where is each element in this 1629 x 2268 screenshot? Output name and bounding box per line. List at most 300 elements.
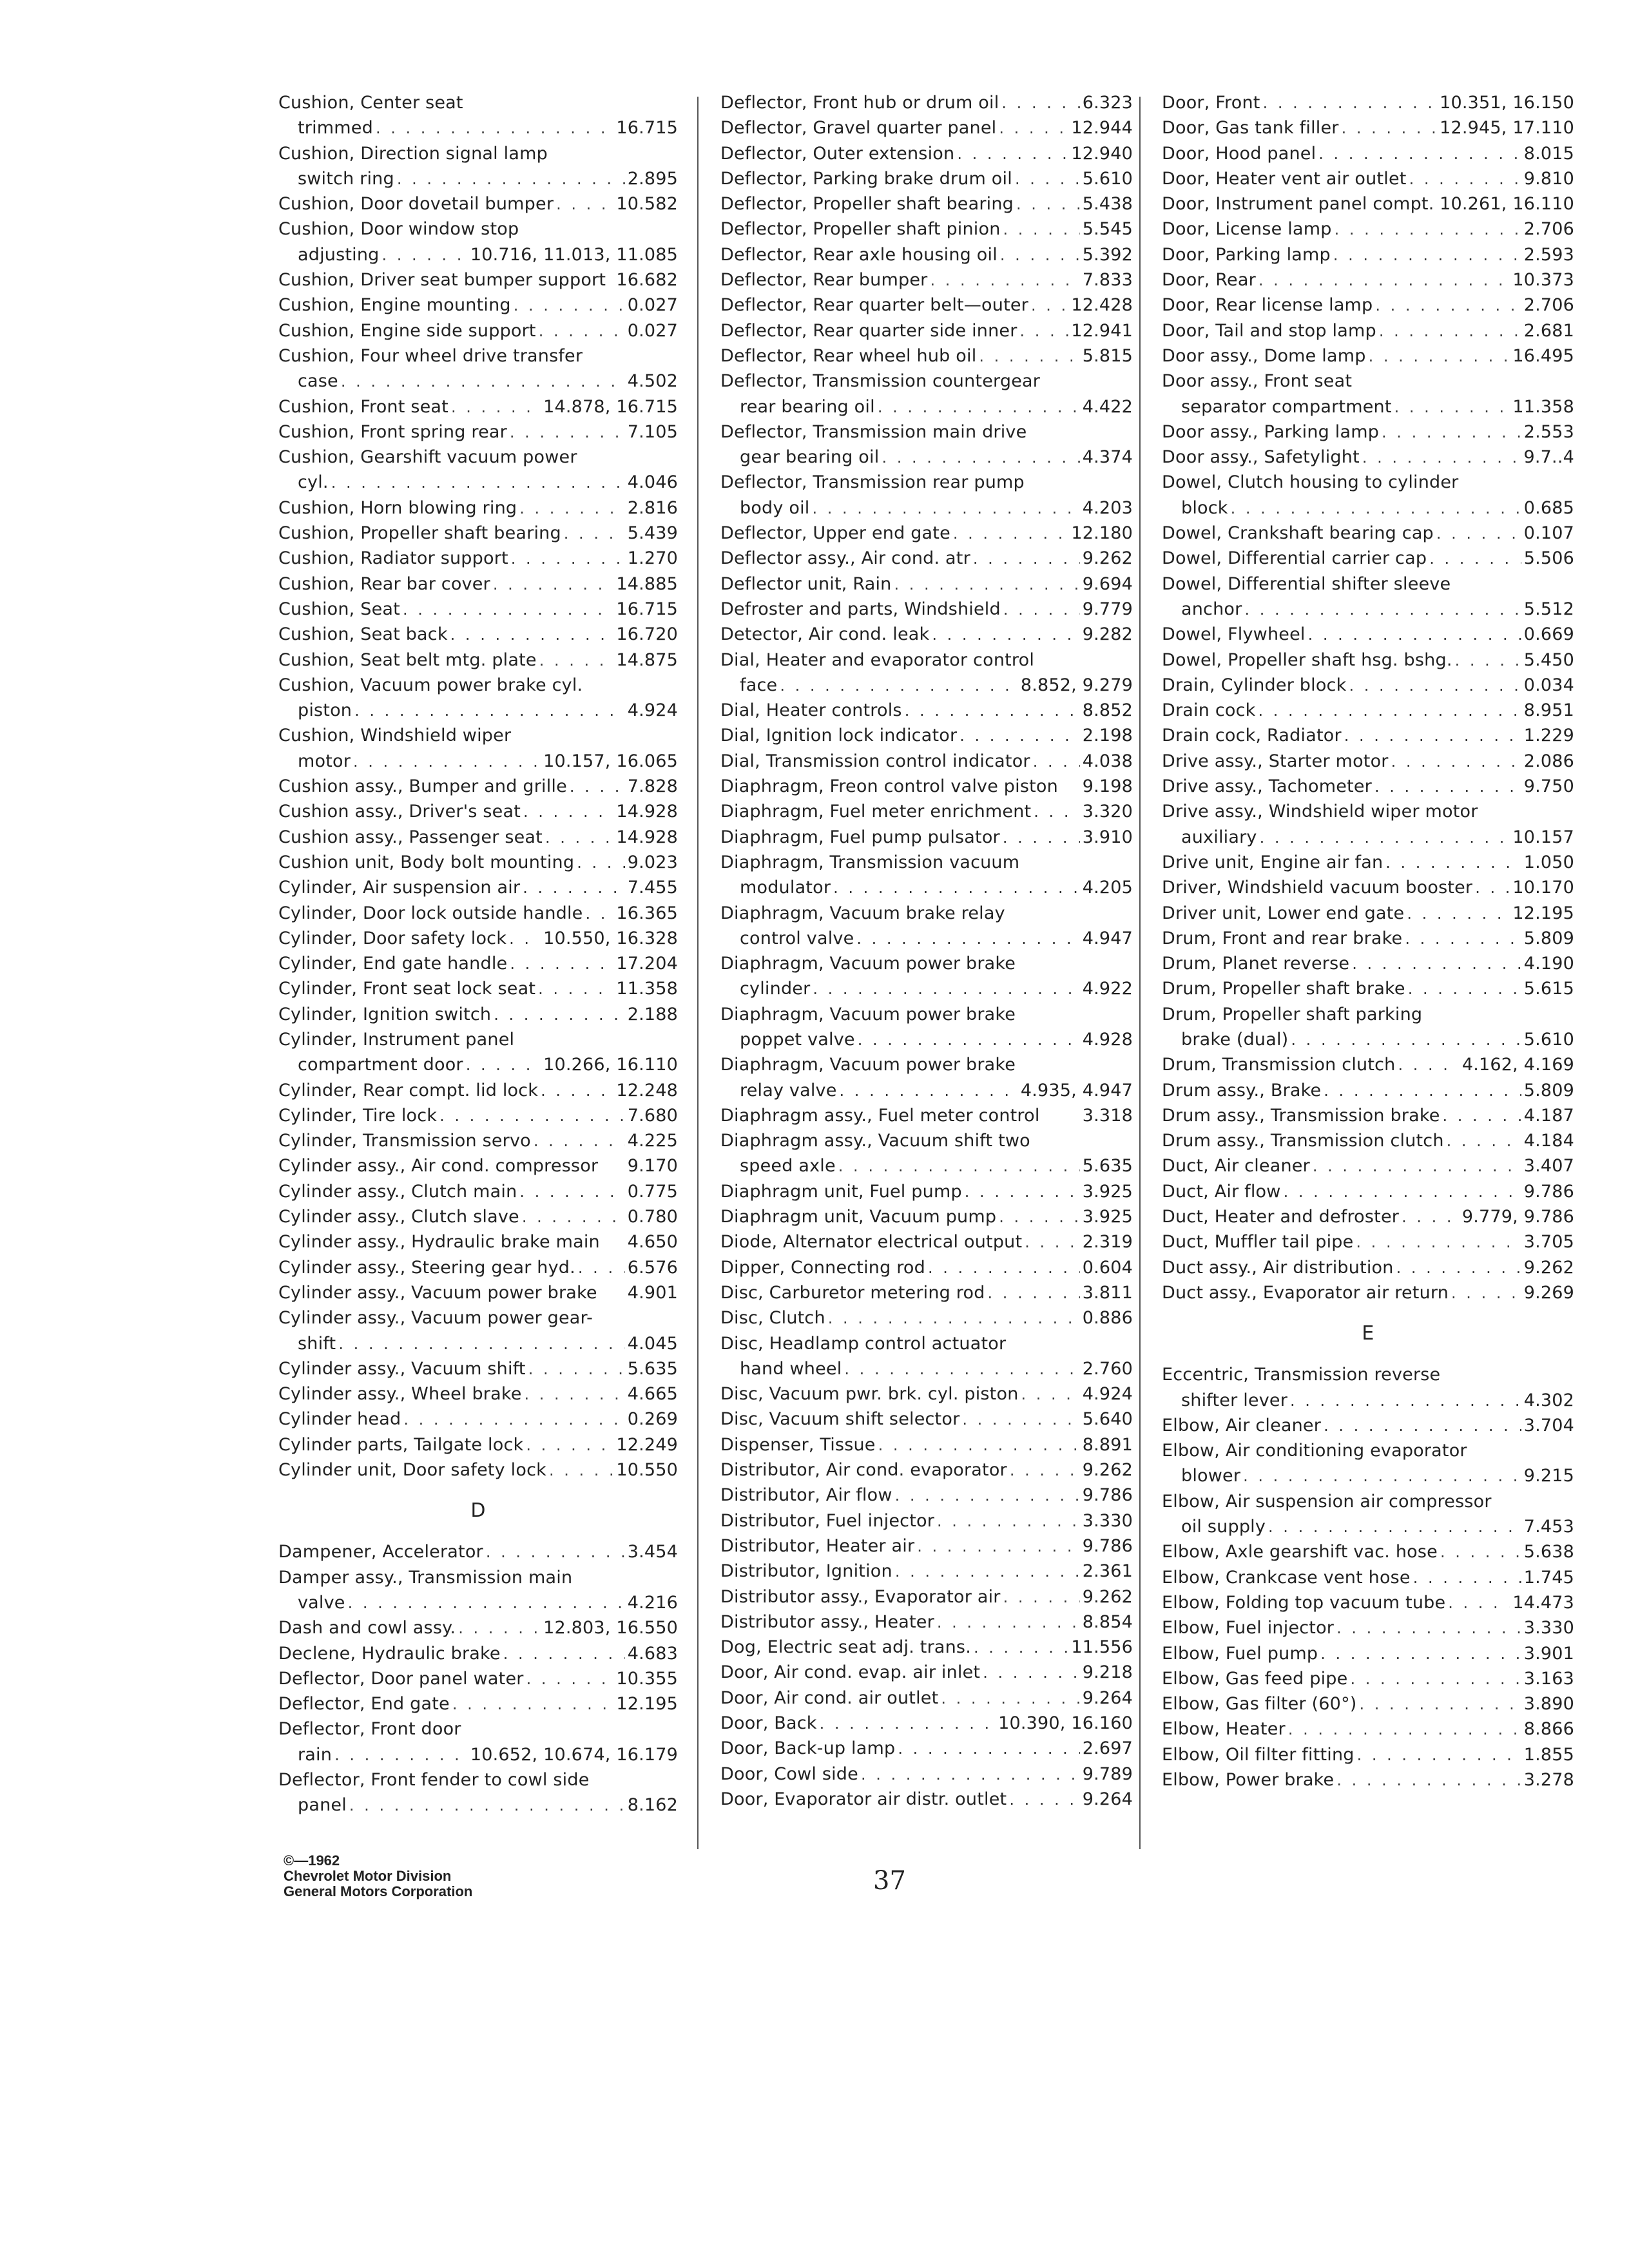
entry-name: Cylinder parts, Tailgate lock: [278, 1434, 524, 1455]
entry-page-refs: 6.576: [627, 1257, 678, 1278]
entry-name: Door, Gas tank filler: [1162, 118, 1339, 139]
entry-name: piston: [298, 700, 352, 721]
entry-name: Declene, Hydraulic brake: [278, 1643, 501, 1664]
leader-dots: [1436, 521, 1521, 546]
entry-name: compartment door: [298, 1055, 463, 1075]
entry-page-refs: 2.706: [1523, 295, 1574, 316]
index-entry: [278, 799, 678, 824]
index-entry: [1162, 191, 1574, 216]
index-entry: [278, 648, 678, 673]
entry-name: cylinder: [740, 979, 811, 999]
leader-dots: [1020, 319, 1069, 344]
entry-name: Drain cock, Radiator: [1162, 726, 1342, 746]
index-entry: [278, 115, 678, 140]
leader-dots: [1333, 243, 1521, 268]
index-entry: [278, 1381, 678, 1407]
index-entry: [1162, 926, 1574, 951]
leader-dots: [509, 927, 541, 952]
entry-name: Cylinder, Door safety lock: [278, 928, 507, 948]
entry-name: Door, Instrument panel compt.: [1162, 194, 1434, 215]
entry-name: Cushion, Windshield wiper: [278, 726, 512, 746]
entry-page-refs: 2.319: [1082, 1232, 1133, 1253]
leader-dots: [1407, 901, 1510, 927]
index-entry: [1162, 774, 1574, 799]
index-entry: [1162, 1463, 1574, 1488]
entry-page-refs: 3.910: [1082, 827, 1133, 847]
leader-dots: [338, 1332, 624, 1357]
entry-name: Dash and cowl assy.: [278, 1618, 456, 1639]
entry-name: Disc, Vacuum pwr. brk. cyl. piston: [720, 1384, 1019, 1405]
entry-page-refs: 4.190: [1523, 954, 1574, 974]
entry-name: panel: [298, 1795, 347, 1816]
entry-name: Door, Hood panel: [1162, 143, 1316, 164]
section-letter-label: D: [470, 1499, 486, 1523]
leader-dots: [1350, 1667, 1521, 1692]
entry-page-refs: 16.495: [1512, 345, 1574, 366]
leader-dots: [1413, 1566, 1521, 1591]
index-entry: [1162, 1103, 1574, 1128]
leader-dots: [1409, 167, 1521, 192]
index-entry: [720, 216, 1133, 242]
entry-page-refs: 4.422: [1082, 396, 1133, 417]
entry-page-refs: 5.615: [1523, 979, 1574, 999]
entry-name: Door, Air cond. air outlet: [720, 1687, 939, 1708]
entry-page-refs: 12.803, 16.550: [543, 1618, 678, 1639]
entry-name: Elbow, Air suspension air compressor: [1162, 1491, 1492, 1512]
index-entry: [1162, 1204, 1574, 1229]
index-entry: [278, 141, 678, 166]
index-entry: [720, 1660, 1133, 1685]
entry-name: Deflector, Rear quarter belt—outer: [720, 295, 1028, 316]
leader-dots: [882, 445, 1079, 470]
entry-page-refs: 10.390, 16.160: [998, 1713, 1133, 1733]
leader-dots: [1448, 1591, 1510, 1616]
entry-page-refs: 10.170: [1512, 878, 1574, 898]
index-entry: [278, 1767, 678, 1792]
index-entry: [720, 825, 1133, 850]
index-entry: [720, 1762, 1133, 1787]
entry-page-refs: 8.854: [1082, 1611, 1133, 1632]
entry-name: Cylinder assy., Vacuum power brake: [278, 1282, 597, 1303]
entry-name: Deflector, End gate: [278, 1694, 450, 1715]
entry-page-refs: 4.187: [1523, 1105, 1574, 1126]
entry-name: Dial, Transmission control indicator: [720, 751, 1030, 771]
index-entry: [1162, 698, 1574, 723]
leader-dots: [1291, 1028, 1521, 1053]
leader-dots: [1440, 1540, 1521, 1565]
leader-dots: [828, 1306, 1080, 1331]
index-entry: [720, 901, 1133, 926]
leader-dots: [979, 344, 1079, 369]
entry-name: Diaphragm, Transmission vacuum: [720, 852, 1020, 872]
index-entry: [1162, 749, 1574, 774]
entry-page-refs: 5.610: [1523, 1029, 1574, 1050]
entry-name: Door, Rear: [1162, 270, 1256, 291]
entry-name: Door assy., Safetylight: [1162, 447, 1360, 468]
leader-dots: [564, 521, 625, 546]
entry-name: Door assy., Parking lamp: [1162, 421, 1380, 442]
index-entry: [720, 1002, 1133, 1027]
index-entry: [1162, 1078, 1574, 1103]
entry-page-refs: 14.878, 16.715: [543, 396, 678, 417]
entry-page-refs: 8.891: [1082, 1434, 1133, 1455]
leader-dots: [522, 1205, 625, 1230]
index-entry: [278, 1255, 678, 1280]
entry-page-refs: 4.665: [627, 1384, 678, 1405]
leader-dots: [898, 1736, 1079, 1762]
entry-name: Cushion, Front seat: [278, 396, 448, 417]
leader-dots: [1369, 344, 1510, 369]
entry-page-refs: 3.330: [1523, 1618, 1574, 1639]
entry-name: Dampener, Accelerator: [278, 1542, 483, 1562]
leader-dots: [1260, 825, 1510, 850]
leader-dots: [999, 1205, 1080, 1230]
leader-dots: [586, 901, 614, 927]
index-entry: [278, 1128, 678, 1153]
entry-name: Dispenser, Tissue: [720, 1434, 876, 1455]
entry-name: Cylinder, Ignition switch: [278, 1004, 492, 1024]
index-entry: [278, 1356, 678, 1381]
entry-page-refs: 4.184: [1523, 1131, 1574, 1151]
entry-name: Door, Back: [720, 1713, 817, 1733]
entry-page-refs: 5.809: [1523, 928, 1574, 948]
entry-page-refs: 7.453: [1523, 1517, 1574, 1537]
section-letter: [278, 1489, 678, 1533]
index-entry: [720, 1255, 1133, 1280]
index-entry: [1162, 825, 1574, 850]
leader-dots: [917, 1534, 1079, 1559]
leader-dots: [840, 1079, 1018, 1104]
index-entry: [278, 242, 678, 267]
index-entry: [720, 951, 1133, 976]
leader-dots: [493, 572, 613, 597]
index-entry: [278, 1229, 678, 1254]
leader-dots: [1010, 1458, 1080, 1483]
index-entry: [278, 1331, 678, 1356]
index-entry: [720, 698, 1133, 723]
leader-dots: [962, 1407, 1079, 1432]
index-entry: [1162, 1742, 1574, 1767]
index-entry: [278, 1590, 678, 1615]
entry-page-refs: 4.162, 4.169: [1461, 1055, 1574, 1075]
leader-dots: [1313, 1154, 1521, 1179]
leader-dots: [1451, 1281, 1521, 1306]
entry-page-refs: 9.262: [1082, 1460, 1133, 1481]
index-entry: [1162, 673, 1574, 698]
leader-dots: [1382, 420, 1521, 445]
entry-name: Door, License lamp: [1162, 219, 1332, 240]
leader-dots: [1034, 800, 1079, 825]
entry-name: Drain cock: [1162, 700, 1256, 721]
entry-page-refs: 12.940: [1071, 143, 1133, 164]
index-entry: [1162, 1413, 1574, 1438]
entry-page-refs: 9.810: [1523, 168, 1574, 189]
leader-dots: [1033, 749, 1080, 774]
index-entry: [720, 343, 1133, 369]
entry-name: shifter lever: [1181, 1390, 1287, 1410]
index-entry: [278, 521, 678, 546]
entry-page-refs: 1.745: [1523, 1567, 1574, 1588]
entry-name: Cylinder assy., Air cond. compressor: [278, 1156, 599, 1177]
index-column-1: [278, 90, 678, 1818]
leader-dots: [523, 800, 613, 825]
entry-page-refs: 11.358: [1512, 396, 1574, 417]
entry-name: Disc, Carburetor metering rod: [720, 1282, 985, 1303]
leader-dots: [1324, 1414, 1521, 1439]
entry-page-refs: 0.604: [1082, 1257, 1133, 1278]
index-entry: [1162, 951, 1574, 976]
leader-dots: [1356, 1230, 1521, 1255]
leader-dots: [510, 420, 625, 445]
entry-page-refs: 2.760: [1082, 1358, 1133, 1379]
entry-name: Distributor, Air cond. evaporator: [720, 1460, 1007, 1481]
entry-page-refs: 7.828: [627, 776, 678, 797]
entry-name: Drum, Planet reverse: [1162, 954, 1350, 974]
entry-name: motor: [298, 751, 351, 771]
entry-name: Duct assy., Evaporator air return: [1162, 1282, 1449, 1303]
entry-page-refs: 10.266, 16.110: [543, 1055, 678, 1075]
leader-dots: [1443, 1104, 1521, 1129]
entry-page-refs: 5.438: [1082, 194, 1133, 215]
index-entry: [720, 242, 1133, 267]
leader-dots: [932, 622, 1079, 648]
leader-dots: [1394, 395, 1510, 420]
index-entry: [278, 419, 678, 445]
index-entry: [720, 419, 1133, 445]
entry-name: Distributor, Ignition: [720, 1561, 892, 1582]
index-entry: [720, 1280, 1133, 1305]
entry-name: Cylinder assy., Clutch main: [278, 1181, 517, 1202]
leader-dots: [894, 572, 1079, 597]
entry-name: Cylinder, End gate handle: [278, 954, 508, 974]
entry-name: trimmed: [298, 118, 373, 139]
page-number: 37: [873, 1866, 906, 1896]
entry-name: Drum, Transmission clutch: [1162, 1055, 1396, 1075]
index-entry: [1162, 1489, 1574, 1514]
entry-name: Cushion, Rear bar cover: [278, 573, 490, 594]
entry-name: Cylinder assy., Steering gear hyd.: [278, 1257, 575, 1278]
entry-page-refs: 9.779, 9.786: [1461, 1207, 1574, 1227]
index-entry: [1162, 343, 1574, 369]
entry-name: Distributor, Heater air: [720, 1535, 915, 1556]
index-entry: [1162, 1691, 1574, 1716]
index-entry: [720, 495, 1133, 521]
leader-dots: [503, 1642, 625, 1667]
entry-name: Cushion, Door dovetail bumper: [278, 194, 554, 215]
entry-name: Deflector, Upper end gate: [720, 523, 950, 544]
index-entry: [720, 1381, 1133, 1407]
entry-name: Cushion assy., Passenger seat: [278, 827, 543, 847]
index-entry: [720, 1103, 1133, 1128]
index-entry: [720, 597, 1133, 622]
index-entry: [720, 521, 1133, 546]
index-entry: [278, 1407, 678, 1432]
entry-page-refs: 4.935, 4.947: [1020, 1080, 1133, 1100]
entry-name: Diaphragm, Freon control valve piston: [720, 776, 1058, 797]
entry-page-refs: 2.681: [1523, 320, 1574, 341]
section-letter-label: E: [1362, 1322, 1374, 1345]
entry-page-refs: 3.320: [1082, 802, 1133, 822]
entry-name: Deflector, Transmission countergear: [720, 371, 1041, 392]
entry-name: Diaphragm unit, Fuel pump: [720, 1181, 962, 1202]
leader-dots: [833, 876, 1080, 901]
index-entry: [278, 926, 678, 951]
index-entry: [278, 1691, 678, 1716]
entry-name: Elbow, Fuel pump: [1162, 1643, 1318, 1664]
leader-dots: [486, 1540, 625, 1565]
entry-page-refs: 10.351, 16.150: [1440, 93, 1574, 113]
entry-name: Cushion, Vacuum power brake cyl.: [278, 675, 583, 695]
section-letter: [1162, 1312, 1574, 1356]
copyright-year: ©—1962: [284, 1852, 340, 1869]
leader-dots: [953, 521, 1068, 546]
leader-dots: [973, 546, 1080, 572]
index-entry: [278, 1280, 678, 1305]
leader-dots: [528, 1357, 625, 1382]
entry-name: Cylinder, Rear compt. lid lock: [278, 1080, 539, 1100]
entry-page-refs: 9.262: [1082, 1586, 1133, 1607]
leader-dots: [930, 268, 1079, 293]
index-entry: [278, 825, 678, 850]
leader-dots: [1320, 1642, 1521, 1667]
entry-name: cyl.: [298, 472, 329, 493]
entry-name: Cushion, Propeller shaft bearing: [278, 523, 561, 544]
entry-name: Distributor, Air flow: [720, 1485, 892, 1506]
entry-name: Distributor assy., Heater: [720, 1611, 934, 1632]
index-entry: [278, 1002, 678, 1027]
entry-name: Door, Rear license lamp: [1162, 295, 1373, 316]
entry-page-refs: 4.928: [1082, 1029, 1133, 1050]
leader-dots: [861, 1762, 1080, 1787]
entry-name: Elbow, Gas filter (60°): [1162, 1694, 1357, 1715]
entry-page-refs: 10.652, 10.674, 16.179: [470, 1744, 678, 1765]
index-entry: [278, 976, 678, 1001]
leader-dots: [1336, 1768, 1521, 1793]
entry-name: Elbow, Heater: [1162, 1719, 1286, 1740]
entry-name: Drum, Propeller shaft brake: [1162, 979, 1405, 999]
entry-page-refs: 0.027: [627, 320, 678, 341]
index-entry: [720, 1559, 1133, 1584]
leader-dots: [1342, 116, 1437, 141]
entry-name: Cushion assy., Bumper and grille: [278, 776, 567, 797]
leader-dots: [858, 1028, 1080, 1053]
entry-name: Cushion, Horn blowing ring: [278, 497, 517, 518]
leader-dots: [838, 1154, 1080, 1179]
leader-dots: [941, 1686, 1079, 1711]
leader-dots: [354, 698, 625, 724]
index-entry: [1162, 1641, 1574, 1666]
entry-page-refs: 4.038: [1082, 751, 1133, 771]
entry-name: Drum assy., Brake: [1162, 1080, 1322, 1100]
index-entry: [720, 648, 1133, 673]
index-entry: [278, 622, 678, 647]
entry-name: Deflector, Parking brake drum oil: [720, 168, 1012, 189]
index-entry: [720, 673, 1133, 698]
leader-dots: [452, 1692, 614, 1717]
entry-page-refs: 5.815: [1082, 345, 1133, 366]
index-entry: [1162, 1027, 1574, 1052]
entry-page-refs: 2.697: [1082, 1738, 1133, 1759]
entry-page-refs: 3.890: [1523, 1694, 1574, 1715]
entry-page-refs: 12.180: [1071, 523, 1133, 544]
entry-name: oil supply: [1181, 1517, 1266, 1537]
entry-name: Disc, Vacuum shift selector: [720, 1409, 960, 1430]
entry-name: Elbow, Air conditioning evaporator: [1162, 1441, 1467, 1461]
entry-page-refs: 3.278: [1523, 1770, 1574, 1790]
entry-page-refs: 16.365: [616, 903, 678, 923]
leader-dots: [397, 167, 625, 192]
entry-name: speed axle: [740, 1156, 836, 1177]
leader-dots: [1268, 1515, 1521, 1540]
index-entry: [278, 445, 678, 470]
leader-dots: [1398, 1053, 1459, 1078]
entry-name: Driver, Windshield vacuum booster: [1162, 878, 1473, 898]
entry-name: Cylinder, Front seat lock seat: [278, 979, 536, 999]
index-entry: [278, 267, 678, 293]
entry-page-refs: 1.855: [1523, 1744, 1574, 1765]
entry-page-refs: 9.170: [627, 1156, 678, 1177]
entry-page-refs: 4.225: [627, 1131, 678, 1151]
entry-name: Cushion, Seat back: [278, 624, 448, 645]
entry-page-refs: 5.809: [1523, 1080, 1574, 1100]
entry-page-refs: 7.105: [627, 421, 678, 442]
entry-name: Door, Parking lamp: [1162, 244, 1331, 265]
index-entry: [720, 926, 1133, 951]
entry-name: blower: [1181, 1466, 1241, 1486]
index-entry: [720, 318, 1133, 343]
entry-page-refs: 1.229: [1523, 726, 1574, 746]
index-entry: [720, 850, 1133, 875]
index-entry: [278, 318, 678, 343]
index-entry: [720, 1027, 1133, 1052]
index-entry: [1162, 1716, 1574, 1742]
entry-name: Deflector, Door panel water: [278, 1668, 524, 1689]
entry-page-refs: 10.582: [616, 194, 678, 215]
entry-name: Drive assy., Tachometer: [1162, 776, 1372, 797]
index-entry: [278, 597, 678, 622]
entry-name: Dowel, Propeller shaft hsg. bshg.: [1162, 649, 1452, 670]
entry-page-refs: 11.556: [1071, 1637, 1133, 1658]
entry-name: Cushion, Engine mounting: [278, 295, 511, 316]
entry-page-refs: 0.780: [627, 1207, 678, 1227]
index-entry: [1162, 141, 1574, 166]
leader-dots: [549, 1458, 613, 1483]
index-entry: [278, 723, 678, 748]
entry-page-refs: 4.947: [1082, 928, 1133, 948]
entry-page-refs: 14.875: [616, 649, 678, 670]
entry-name: Deflector, Transmission main drive: [720, 421, 1027, 442]
leader-dots: [523, 876, 624, 901]
index-entry: [720, 369, 1133, 394]
index-entry: [278, 1052, 678, 1077]
index-entry: [278, 1027, 678, 1052]
entry-page-refs: 12.195: [616, 1694, 678, 1715]
entry-page-refs: 4.922: [1082, 979, 1133, 999]
index-entry: [278, 191, 678, 216]
index-entry: [1162, 875, 1574, 900]
entry-page-refs: 9.269: [1523, 1282, 1574, 1303]
index-entry: [1162, 1438, 1574, 1463]
entry-page-refs: 10.355: [616, 1668, 678, 1689]
leader-dots: [1003, 217, 1080, 242]
leader-dots: [539, 319, 625, 344]
entry-name: Cylinder, Instrument panel: [278, 1029, 515, 1050]
entry-page-refs: 2.188: [627, 1004, 678, 1024]
entry-name: Deflector, Rear quarter side inner: [720, 320, 1017, 341]
leader-dots: [1244, 597, 1521, 622]
entry-name: Diaphragm, Fuel meter enrichment: [720, 802, 1032, 822]
entry-name: Cushion, Front spring rear: [278, 421, 507, 442]
